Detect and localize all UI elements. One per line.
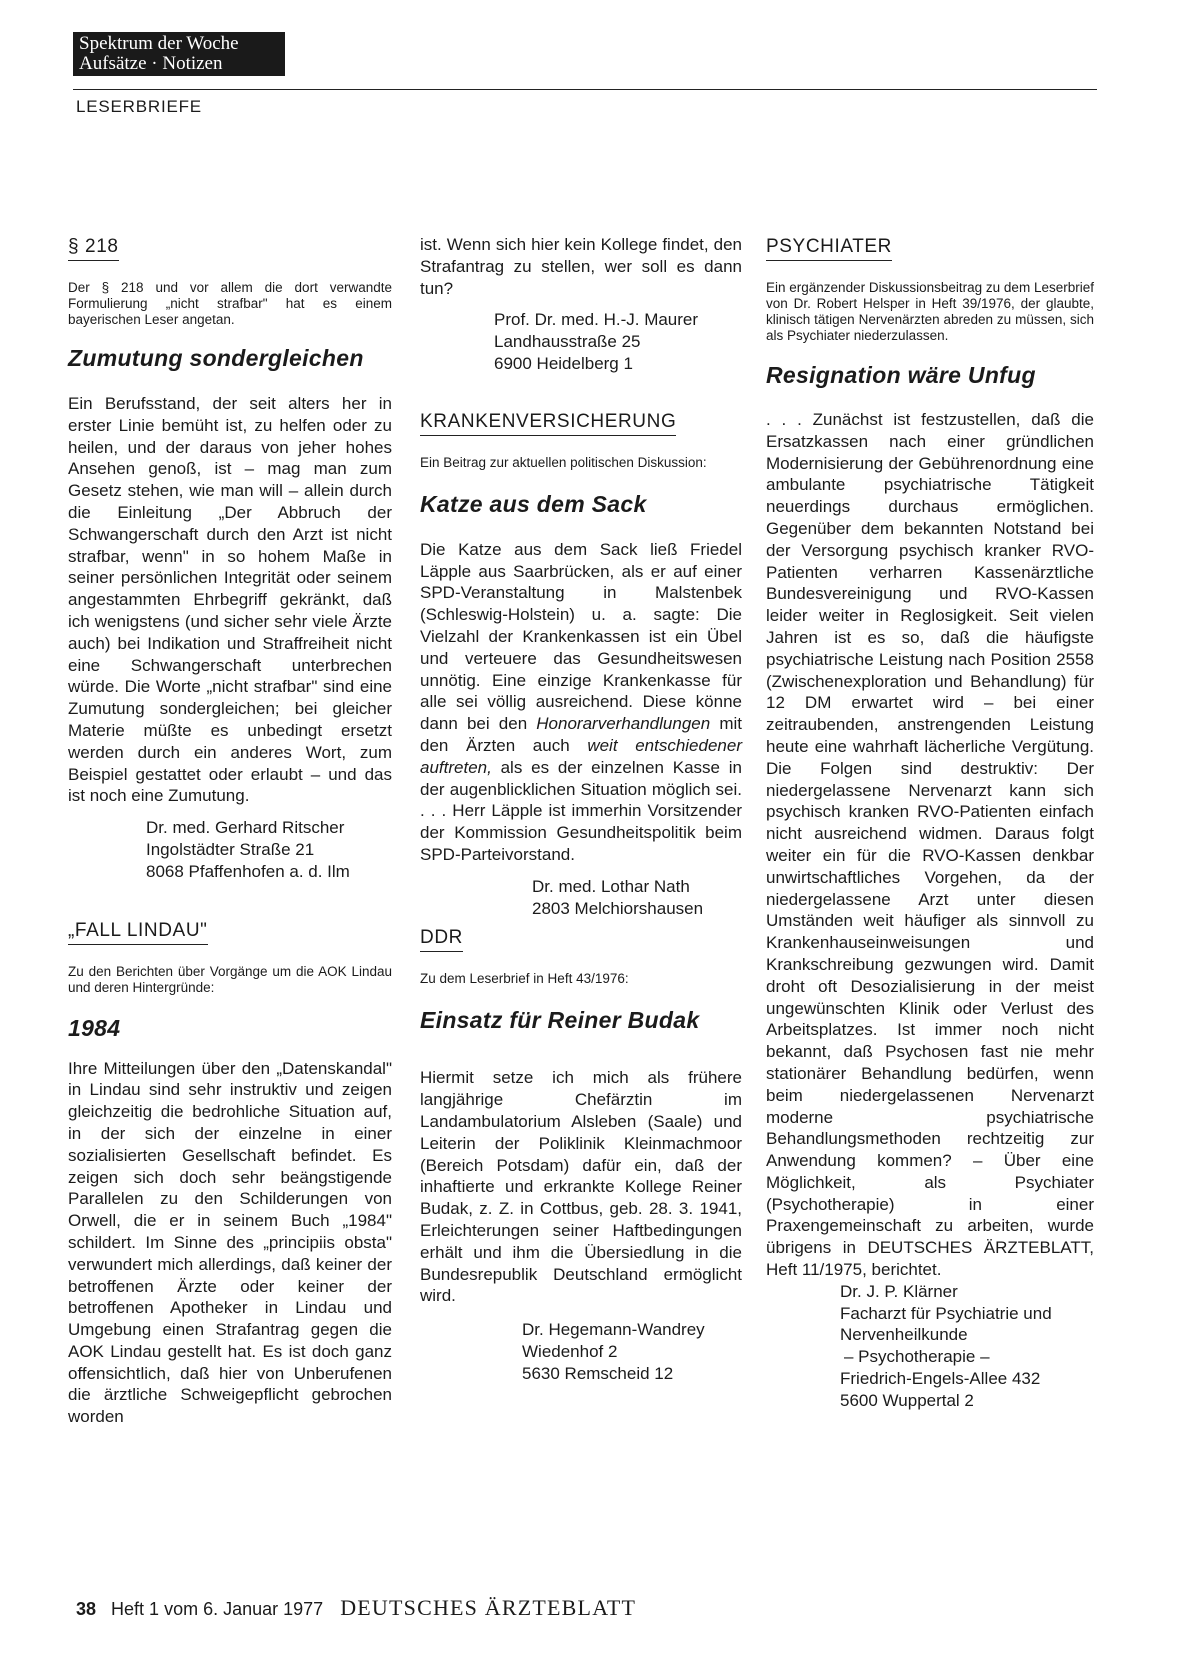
- letter-kv-headline: Katze aus dem Sack: [420, 490, 647, 517]
- signature-line: Wiedenhof 2: [522, 1341, 618, 1361]
- signature-line: Ingolstädter Straße 21: [146, 839, 315, 859]
- page-footer: [76, 1597, 636, 1620]
- letter-kv-intro: Ein Beitrag zur aktuellen politischen Diskussion:: [420, 454, 707, 470]
- signature-line: Facharzt für Psychiatrie und: [840, 1303, 1052, 1323]
- signature-line: Dr. med. Gerhard Ritscher: [146, 818, 345, 838]
- letter-lindau-body-continued: ist. Wenn sich hier kein Kollege findet, den Strafantrag zu stellen, wer soll es dann tun?: [420, 235, 742, 298]
- letter-psych-body: . . . Zunächst ist festzustellen, daß die Ersatzkassen nach einer gründlichen Modernisierung der Gebührenordnung eine ambulante psychiatrische Tätigkeit neuerdings durchaus ermöglichen. Gegenüber dem bekannten Notstand bei der Versorgung psychisch kranker RVO-Patienten verharren Kassenärztliche Bundesvereinigung und RVO-Kassen leider weiter in Reglosigkeit. Seit vielen Jahren ist es so, daß die häufigste psychiatrische Leistung nach Position 2558 (Zwischenexploration und Behandlung) für 12 DM erwartet wird – bei einer zeitraubenden, anstrengenden Leistung heute eine wahrhaft lächerliche Vergütung. Die Folgen sind destruktiv: Der niedergelassene Nervenarzt kann sich psychisch kranken RVO-Patienten einfach nicht ausreichend widmen. Daraus folgt weiter ein für die RVO-Kassen denkbar unwirtschaftliches Vorgehen, da der niedergelassene Arzt unter diesen Umständen weit häufiger als sinnvoll zu Krankenhauseinweisungen und Krankschreibung gezwungen wird. Damit droht oft Desozialisierung in der meist ungewünschten Klinik oder Verlust des Arbeitsplatzes. Ist immer noch nicht bekannt, daß Psychosen fast nie mehr stationärer Behandlung bedürfen, wenn beim niedergelassenen Nervenarzt moderne psychiatrische Behandlungsmethoden rechtzeitig zur Anwendung kommen? – Über eine Möglichkeit, als Psychiater (Psychotherapie) in einer Praxengemeinschaft zu arbeiten, wurde übrigens in DEUTSCHES ÄRZTEBLATT, Heft 11/1975, berichtet.: [766, 410, 1094, 1280]
- column-2: [420, 236, 742, 1384]
- issue-info: Heft 1 vom 6. Januar 1977: [111, 1599, 324, 1619]
- letter-ddr-topic: DDR: [420, 927, 463, 952]
- signature-line: Dr. J. P. Klärner: [840, 1281, 958, 1301]
- letter-lindau-body: Ihre Mitteilungen über den „Datenskandal" in Lindau sind sehr instruktiv und zeigen gleichzeitig die bedrohliche Situation auf, in der sich der einzelne in einer sozialisierten Gesellschaft befindet. Es zeigen sich doch sehr beängstigende Parallelen zu den Schilderungen von Orwell, die er in seinem Buch „1984" schildert. Im Sinne des „principiis obsta" verwundert mich allerdings, daß keiner der betroffenen Ärzte oder keiner der betroffenen Apotheker in Lindau und Umgebung einen Strafantrag gegen die AOK Lindau gestellt hat. Es ist doch ganz offensichtlich, daß hier von Unberufenen die ärztliche Schweigepflicht gebrochen worden: [68, 1058, 392, 1427]
- top-divider: [73, 89, 1097, 90]
- masthead-logo: [73, 32, 285, 76]
- emphasis: weit entschiedener auftreten,: [420, 735, 742, 777]
- journal-title: DEUTSCHES ÄRZTEBLATT: [340, 1595, 637, 1620]
- letter-kv-topic: KRANKENVERSICHERUNG: [420, 411, 676, 436]
- signature-line: – Psychotherapie –: [844, 1347, 990, 1367]
- letter-218-body: Ein Berufsstand, der seit alters her in erster Linie bemüht ist, zu helfen oder zu heilen, und der daraus von jeher hohes Ansehen genoß, ist – mag man zum Gesetz stehen, wie man will – allein durch die Einleitung „Der Abbruch der Schwangerschaft durch den Arzt ist nicht strafbar, wenn" in so hohem Maße in seiner persönlichen Integrität oder seinem angestammten Ehrbegriff gekränkt, daß ich wenigstens (und sicher sehr viele Ärzte auch) bei Indikation und Straffreiheit nicht eine Schwangerschaft unterbrechen würde. Die Worte „nicht strafbar" sind eine Zumutung sondergleichen; bei gleicher Materie müßte es unbedingt ersetzt werden durch ein anderes Wort, zum Beispiel gestattet oder erlaubt – und das ist noch eine Zumutung.: [68, 394, 392, 806]
- letter-lindau-headline: 1984: [68, 1014, 121, 1041]
- column-3: [766, 236, 1094, 1412]
- letter-ddr-headline: Einsatz für Reiner Budak: [420, 1007, 700, 1034]
- letter-kv-signature: [420, 876, 742, 920]
- letter-218-topic: § 218: [68, 236, 119, 261]
- letter-psych-headline: Resignation wäre Unfug: [766, 362, 1036, 388]
- letter-lindau-topic: „FALL LINDAU": [68, 920, 208, 945]
- letter-kv-body: Die Katze aus dem Sack ließ Friedel Läpple aus Saarbrücken, als er auf einer SPD-Veranstaltung in Malstenbek (Schleswig-Holstein) u. a. sagte: Die Vielzahl der Krankenkassen ist ein Übel und verteuere das Gesundheitswesen unnötig. Eine einzige Krankenkasse für alle sei völlig ausreichend. Diese könne dann bei den Honorarverhandlungen mit den Ärzten auch weit entschiedener auftreten, als es der einzelnen Kasse in der augenblicklichen Situation möglich sei. . . . Herr Läpple ist immerhin Vorsitzender der Kommission Gesundheitspolitik beim SPD-Parteivorstand.: [420, 539, 742, 864]
- letter-ddr-signature: [420, 1319, 742, 1384]
- page-number: 38: [76, 1599, 97, 1619]
- letter-lindau-intro: Zu den Berichten über Vorgänge um die AOK Lindau und deren Hintergründe:: [68, 963, 392, 995]
- signature-line: Nervenheilkunde: [840, 1325, 968, 1345]
- signature-line: 8068 Pfaffenhofen a. d. Ilm: [146, 861, 350, 881]
- letter-218-signature: [68, 817, 392, 882]
- letter-psych-topic: PSYCHIATER: [766, 236, 892, 261]
- signature-line: 6900 Heidelberg 1: [494, 353, 633, 373]
- signature-line: Prof. Dr. med. H.-J. Maurer: [494, 310, 699, 330]
- signature-line: 5630 Remscheid 12: [522, 1363, 674, 1383]
- signature-line: 5600 Wuppertal 2: [840, 1390, 974, 1410]
- letter-psych-intro: Ein ergänzender Diskussionsbeitrag zu dem Leserbrief von Dr. Robert Helsper in Heft 39/1976, der glaubte, klinisch tätigen Nervenärzten abreden zu müssen, sich als Psychiater niederzulassen.: [766, 280, 1094, 343]
- letter-lindau-signature: [420, 309, 742, 374]
- signature-line: Dr. med. Lothar Nath: [532, 876, 690, 896]
- letter-ddr-body: Hiermit setze ich mich als frühere langjährige Chefärztin im Landambulatorium Alsleben (Saale) und Leiterin der Poliklinik Kleinmachmoor (Bereich Potsdam) dafür ein, daß der inhaftierte und erkrankte Kollege Reiner Budak, z. Z. in Cottbus, geb. 28. 3. 1941, Erleichterungen seiner Haftbedingungen erhält und ihm die Übersiedlung in die Bundesrepublik Deutschland ermöglicht wird.: [420, 1068, 742, 1306]
- signature-line: Landhausstraße 25: [494, 332, 641, 352]
- section-label: LESERBRIEFE: [76, 97, 202, 116]
- signature-line: 2803 Melchiorshausen: [532, 898, 704, 918]
- column-1: [68, 236, 392, 1428]
- letter-psych-signature: [766, 1281, 1094, 1412]
- letter-218-intro: Der § 218 und vor allem die dort verwandte Formulierung „nicht strafbar" hat es einem bayerischen Leser angetan.: [68, 280, 392, 327]
- emphasis: Honorarverhandlungen: [536, 714, 711, 734]
- signature-line: Friedrich-Engels-Allee 432: [840, 1369, 1041, 1389]
- masthead-line-1: Spektrum der Woche: [79, 33, 239, 54]
- letter-ddr-intro: Zu dem Leserbrief in Heft 43/1976:: [420, 971, 629, 987]
- signature-line: Dr. Hegemann-Wandrey: [522, 1320, 705, 1340]
- masthead-line-2: Aufsätze · Notizen: [79, 53, 223, 74]
- letter-218-headline: Zumutung sondergleichen: [68, 345, 364, 371]
